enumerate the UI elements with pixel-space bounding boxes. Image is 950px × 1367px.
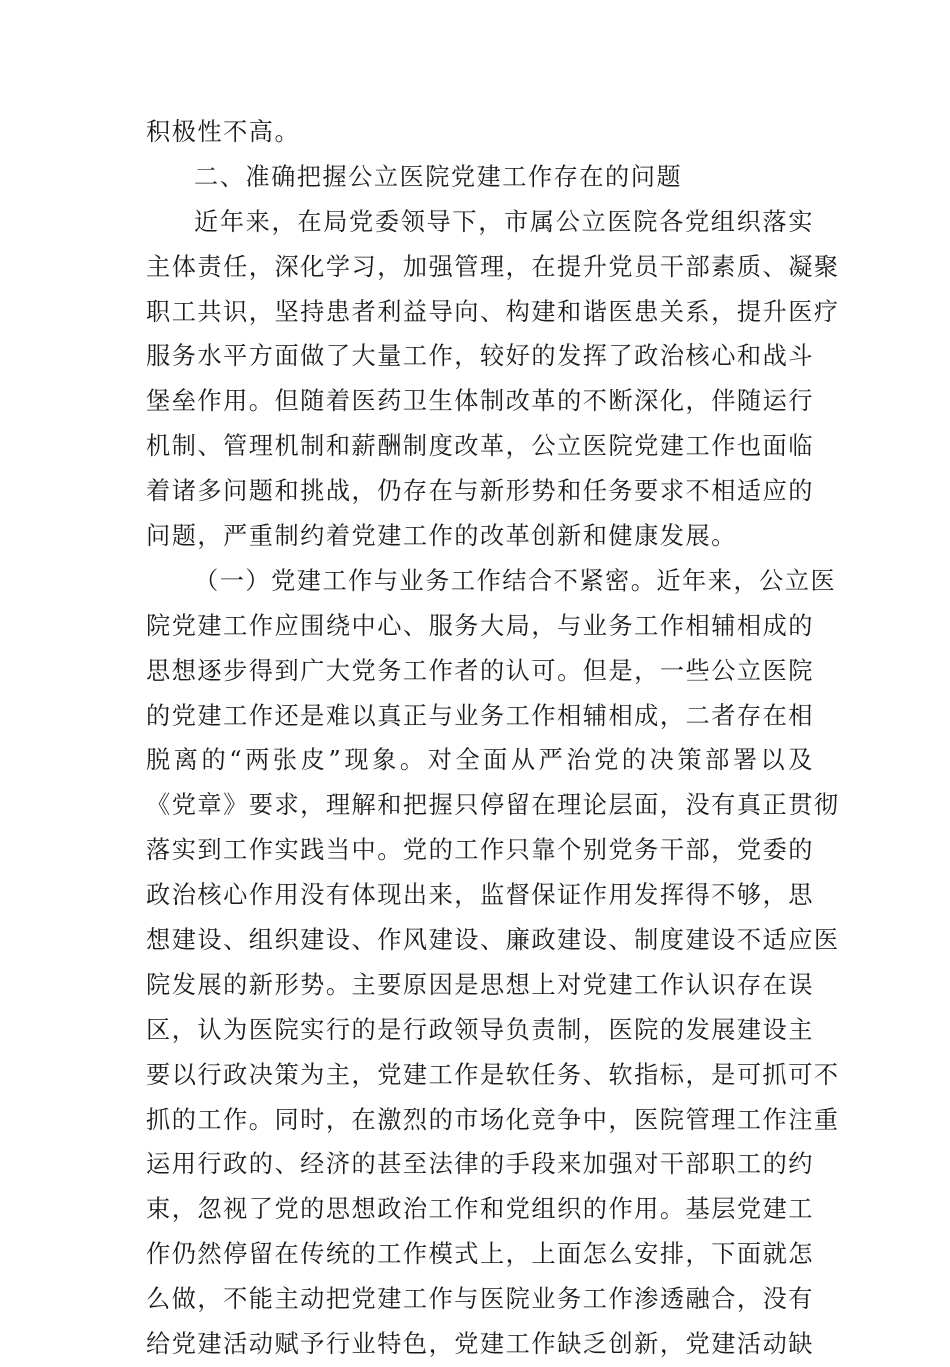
paragraph-line: 近年来，在局党委领导下，市属公立医院各党组织落实 xyxy=(194,207,814,236)
paragraph-line: 堡垒作用。但随着医药卫生体制改革的不断深化，伴随运行 xyxy=(146,387,814,416)
paragraph-line: 院党建工作应围绕中心、服务大局，与业务工作相辅相成的 xyxy=(146,611,814,640)
paragraph-line: 政治核心作用没有体现出来，监督保证作用发挥得不够，思 xyxy=(146,881,814,910)
paragraph-line: 么做，不能主动把党建工作与医院业务工作渗透融合，没有 xyxy=(146,1285,814,1314)
paragraph-line: 运用行政的、经济的甚至法律的手段来加强对干部职工的约 xyxy=(146,1150,814,1179)
paragraph-line: 区，认为医院实行的是行政领导负责制，医院的发展建设主 xyxy=(146,1015,814,1044)
paragraph-line: 积极性不高。 xyxy=(146,118,301,146)
paragraph-line: 着诸多问题和挑战，仍存在与新形势和任务要求不相适应的 xyxy=(146,477,814,506)
paragraph-line: 服务水平方面做了大量工作，较好的发挥了政治核心和战斗 xyxy=(146,342,814,371)
section-heading: 二、准确把握公立医院党建工作存在的问题 xyxy=(194,162,683,191)
paragraph-line: 给党建活动赋予行业特色，党建工作缺乏创新，党建活动缺 xyxy=(146,1330,814,1359)
paragraph-line: 抓的工作。同时，在激烈的市场化竞争中，医院管理工作注重 xyxy=(146,1105,840,1134)
paragraph-line: 院发展的新形势。主要原因是思想上对党建工作认识存在误 xyxy=(146,970,814,999)
paragraph-line: 作仍然停留在传统的工作模式上，上面怎么安排，下面就怎 xyxy=(146,1240,814,1269)
subsection-heading-line: （一）党建工作与业务工作结合不紧密。近年来，公立医 xyxy=(194,566,837,595)
paragraph-line: 的党建工作还是难以真正与业务工作相辅相成，二者存在相 xyxy=(146,701,814,730)
paragraph-line: 束，忽视了党的思想政治工作和党组织的作用。基层党建工 xyxy=(146,1195,814,1224)
paragraph-line: 脱离的“两张皮”现象。对全面从严治党的决策部署以及 xyxy=(146,746,814,775)
paragraph-line: 《党章》要求，理解和把握只停留在理论层面，没有真正贯彻 xyxy=(146,791,840,820)
paragraph-line: 主体责任，深化学习，加强管理，在提升党员干部素质、凝聚 xyxy=(146,252,840,281)
paragraph-line: 思想逐步得到广大党务工作者的认可。但是，一些公立医院 xyxy=(146,656,814,685)
paragraph-line: 机制、管理机制和薪酬制度改革，公立医院党建工作也面临 xyxy=(146,432,814,461)
paragraph-line: 要以行政决策为主，党建工作是软任务、软指标，是可抓可不 xyxy=(146,1060,840,1089)
paragraph-line: 问题，严重制约着党建工作的改革创新和健康发展。 xyxy=(146,522,737,551)
paragraph-line: 职工共识，坚持患者利益导向、构建和谐医患关系，提升医疗 xyxy=(146,297,840,326)
paragraph-line: 落实到工作实践当中。党的工作只靠个别党务干部，党委的 xyxy=(146,836,814,865)
document-body xyxy=(146,110,840,1367)
paragraph-line: 想建设、组织建设、作风建设、廉政建设、制度建设不适应医 xyxy=(146,926,840,955)
